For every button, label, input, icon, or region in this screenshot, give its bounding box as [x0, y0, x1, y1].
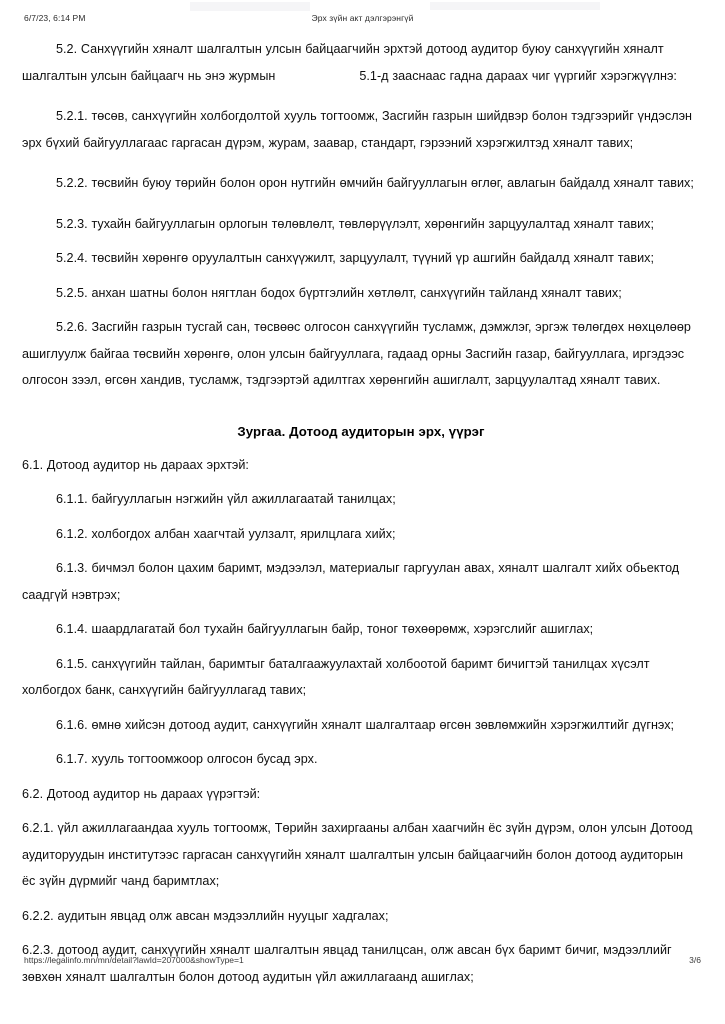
scan-artifact: [430, 2, 600, 10]
footer-page-number: 3/6: [689, 955, 701, 965]
paragraph-5-2-6: 5.2.6. Засгийн газрын тусгай сан, төсвөөс олгосон санхүүгийн тусламж, дэмжлэг, эргэж төлөгдөх нөхцөлөөр ашиглуулж байгаа төсвийн хөрөнгө, олон улсын байгууллага, гадаад орны Засгийн газар, байгууллага, иргэдээс олгосон зээл, өгсөн хандив, тусламж, тэдгээртэй адилтгах хөрөнгийн ашиглалт, зарцуулалтад хяналт тавих.: [22, 320, 691, 387]
paragraph-5-2-4: 5.2.4. төсвийн хөрөнгө оруулалтын санхүүжилт, зарцуулалт, түүний үр ашгийн байдалд хяналт тавих;: [56, 251, 654, 265]
paragraph-6-2-3: 6.2.3. дотоод аудит, санхүүгийн хяналт шалгалтын явцад танилцсан, олж авсан бүх баримт бичиг, мэдээллийг зөвхөн хяналт шалгалтын болон дотоод аудитын үйл ажиллагаанд ашиглах;: [22, 943, 672, 984]
paragraph-5-2-5: 5.2.5. анхан шатны болон нягтлан бодох бүртгэлийн хөтлөлт, санхүүгийн тайланд хяналт тавих;: [56, 285, 622, 300]
header-document-title: Эрх зүйн акт дэлгэрэнгүй: [311, 13, 414, 23]
print-footer: [0, 955, 725, 969]
paragraph-5-2-lead-b-first: шалгалтын улсын байцаагч нь энэ журмын: [22, 68, 276, 83]
section-heading-six: Зургаа. Дотоод аудиторын эрх, үүрэг: [237, 423, 485, 439]
paragraph-6-1-lead: 6.1. Дотоод аудитор нь дараах эрхтэй:: [22, 457, 249, 472]
paragraph-6-1-2: 6.1.2. холбогдох албан хаагчтай уулзалт, ярилцлага хийх;: [56, 526, 396, 541]
paragraph-6-1-4: 6.1.4. шаардлагатай бол тухайн байгууллагын байр, тоног төхөөрөмж, хэрэгслийг ашиглах;: [56, 622, 594, 636]
paragraph-6-1-1: 6.1.1. байгууллагын нэгжийн үйл ажиллагаатай танилцах;: [56, 492, 396, 506]
footer-source-url[interactable]: https://legalinfo.mn/mn/detail?lawId=207000&showType=1: [24, 955, 244, 965]
paragraph-6-2-1: 6.2.1. үйл ажиллагаандаа хууль тогтоомж, Төрийн захиргааны албан хаагчийн ёс зүйн дүрэм, олон улсын Дотоод аудиторуудын институтээс гаргасан санхүүгийн хяналт шалгалтын улсын байцаагчийн болон дотоод аудиторын ёс зүйн дүрмийг чанд баримтлах;: [22, 821, 693, 888]
paragraph-5-2-lead-a: 5.2. Санхүүгийн хяналт шалгалтын улсын байцаагчийн эрхтэй дотоод аудитор буюу санхүүгийн хяналт: [56, 42, 664, 56]
paragraph-6-1-7: 6.1.7. хууль тогтоомжоор олгосон бусад эрх.: [56, 752, 318, 766]
paragraph-6-1-3: 6.1.3. бичмэл болон цахим баримт, мэдээлэл, материалыг гаргуулан авах, хяналт шалгалт хийх обьектод саадгүй нэвтрэх;: [22, 561, 680, 602]
paragraph-5-2-lead-b: [22, 63, 700, 90]
paragraph-5-2-lead-b-second: 5.1-д зааснаас гадна дараах чиг үүргийг хэрэгжүүлнэ:: [359, 68, 677, 83]
paragraph-6-1-6: 6.1.6. өмнө хийсэн дотоод аудит, санхүүгийн хяналт шалгалтаар өгсөн зөвлөмжийн хэрэгжилтийг дүгнэх;: [56, 717, 675, 732]
paragraph-6-2-2: 6.2.2. аудитын явцад олж авсан мэдээллийн нууцыг хадгалах;: [22, 908, 389, 923]
paragraph-5-2-2: 5.2.2. төсвийн буюу төрийн болон орон нутгийн өмчийн байгууллагын өглөг, авлагын байдалд хяналт тавих;: [56, 176, 694, 190]
document-body: [22, 36, 700, 990]
print-header: [0, 13, 725, 27]
paragraph-6-1-5: 6.1.5. санхүүгийн тайлан, баримтыг баталгаажуулахтай холбоотой баримт бичигтэй танилцах хүсэлт холбогдох банк, санхүүгийн байгууллагад тавих;: [22, 656, 650, 697]
scan-artifact: [190, 2, 310, 11]
paragraph-5-2-1: 5.2.1. төсөв, санхүүгийн холбогдолтой хууль тогтоомж, Засгийн газрын шийдвэр болон тэдгээрийг үндэслэн эрх бүхий байгууллагаас гаргасан дүрэм, журам, заавар, стандарт, гэрээний хэрэгжилтэд хяналт тавих;: [22, 109, 692, 150]
paragraph-6-2-lead: 6.2. Дотоод аудитор нь дараах үүрэгтэй:: [22, 786, 261, 801]
paragraph-5-2-3: 5.2.3. тухайн байгууллагын орлогын төлөвлөлт, төвлөрүүлэлт, хөрөнгийн зарцуулалтад хяналт тавих;: [56, 216, 654, 231]
header-timestamp: 6/7/23, 6:14 PM: [24, 13, 86, 23]
